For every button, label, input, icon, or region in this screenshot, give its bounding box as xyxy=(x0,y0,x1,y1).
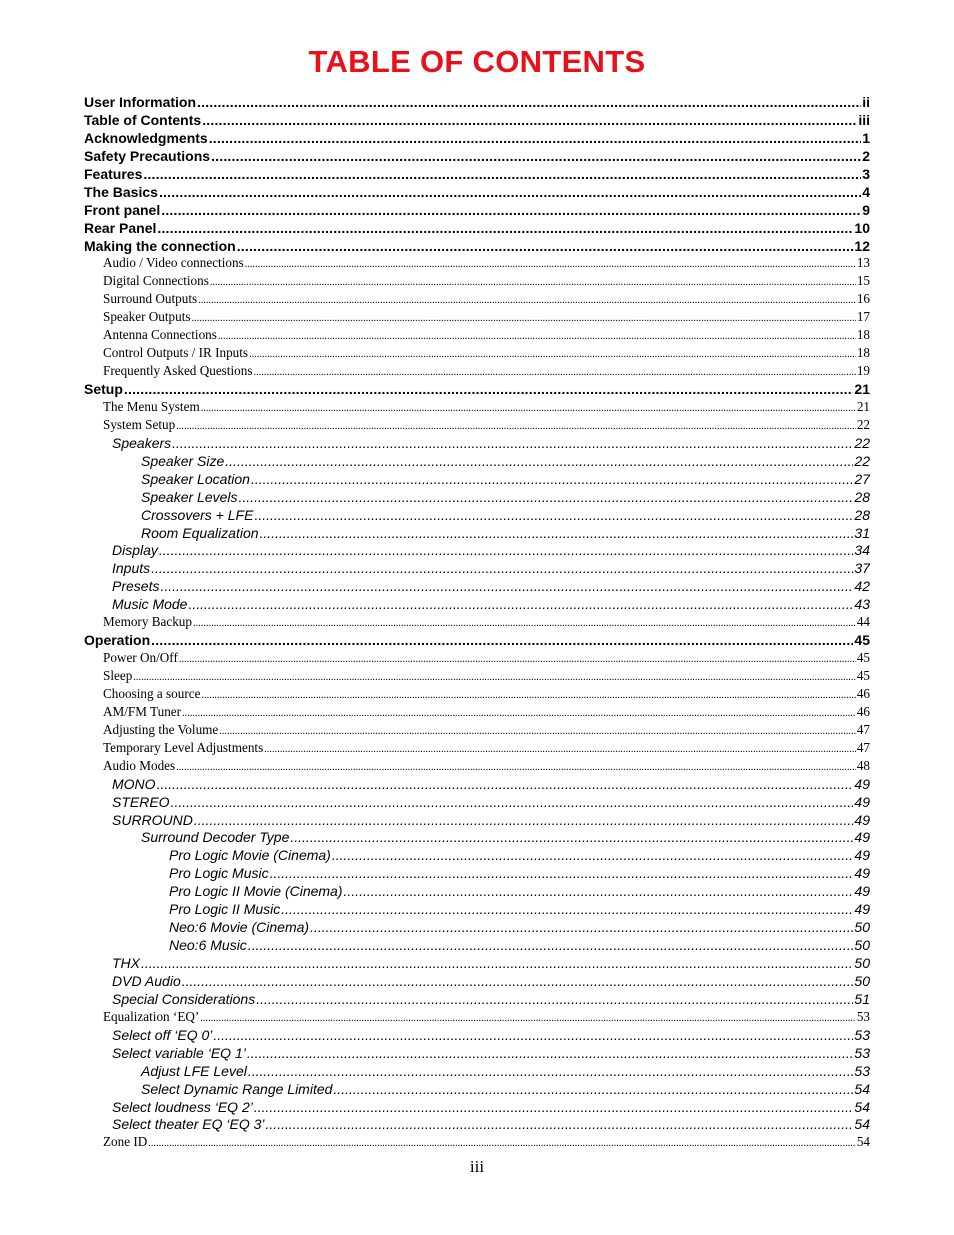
toc-entry[interactable] xyxy=(84,758,870,776)
toc-entry-page: 47 xyxy=(856,721,870,737)
toc-entry-page: 18 xyxy=(856,327,870,343)
toc-entry-page: 54 xyxy=(856,1134,870,1150)
dot-leader xyxy=(182,708,856,719)
toc-entry-page: 12 xyxy=(854,237,870,254)
dot-leader xyxy=(157,220,853,236)
toc-entry-page: 15 xyxy=(856,273,870,289)
dot-leader xyxy=(245,259,856,270)
toc-entry[interactable] xyxy=(84,1027,870,1045)
dot-leader xyxy=(290,829,853,845)
toc-entry[interactable] xyxy=(84,812,870,830)
dot-leader xyxy=(193,618,856,629)
toc-entry-page: 27 xyxy=(854,470,870,487)
toc-entry[interactable] xyxy=(84,991,870,1009)
toc-entry[interactable] xyxy=(84,525,870,543)
dot-leader xyxy=(151,632,853,648)
toc-entry[interactable] xyxy=(84,94,870,112)
toc-entry-label: System Setup xyxy=(103,416,176,432)
toc-entry[interactable] xyxy=(84,686,870,704)
toc-entry[interactable] xyxy=(84,184,870,202)
toc-entry[interactable] xyxy=(84,560,870,578)
toc-entry-label: Audio / Video connections xyxy=(103,255,244,271)
dot-leader xyxy=(264,744,856,755)
toc-entry-page: 21 xyxy=(856,398,870,414)
toc-entry[interactable] xyxy=(84,1063,870,1081)
toc-entry-label: Choosing a source xyxy=(103,685,201,701)
toc-entry[interactable] xyxy=(84,112,870,130)
dot-leader xyxy=(148,1138,856,1149)
toc-entry-page: 22 xyxy=(854,434,870,451)
toc-entry-label: Speaker Outputs xyxy=(103,309,191,325)
toc-entry-label: Equalization ‘EQ’ xyxy=(103,1008,200,1024)
toc-entry-label: SURROUND xyxy=(112,811,193,828)
toc-entry-label: Presets xyxy=(112,578,160,595)
dot-leader xyxy=(251,471,853,487)
toc-entry[interactable] xyxy=(84,1134,870,1152)
toc-entry-label: Room Equalization xyxy=(141,524,259,541)
dot-leader xyxy=(248,1063,854,1079)
toc-entry-label: Zone ID xyxy=(103,1134,148,1150)
dot-leader xyxy=(239,489,854,505)
dot-leader xyxy=(253,367,855,378)
toc-entry-label: DVD Audio xyxy=(112,972,181,989)
dot-leader xyxy=(260,525,854,541)
dot-leader xyxy=(151,560,853,576)
dot-leader xyxy=(172,435,853,451)
toc-entry[interactable] xyxy=(84,901,870,919)
toc-entry-page: 53 xyxy=(854,1044,870,1061)
dot-leader xyxy=(197,94,861,110)
toc-entry-page: 17 xyxy=(856,309,870,325)
toc-entry[interactable] xyxy=(84,614,870,632)
toc-entry[interactable] xyxy=(84,955,870,973)
dot-leader xyxy=(211,148,861,164)
toc-entry-page: 49 xyxy=(854,847,870,864)
toc-entry[interactable] xyxy=(84,1009,870,1027)
toc-entry-label: Rear Panel xyxy=(84,219,157,236)
toc-entry-page: ii xyxy=(862,94,870,110)
toc-entry-page: 45 xyxy=(854,632,870,649)
toc-entry-label: Inputs xyxy=(112,560,151,577)
dot-leader xyxy=(209,130,862,146)
toc-entry[interactable] xyxy=(84,435,870,453)
toc-entry[interactable] xyxy=(84,632,870,650)
toc-entry-label: The Basics xyxy=(84,183,158,200)
toc-entry-page: 49 xyxy=(854,901,870,918)
toc-entry-page: 42 xyxy=(854,578,870,595)
toc-entry[interactable] xyxy=(84,220,870,238)
toc-entry[interactable] xyxy=(84,255,870,273)
toc-entry-label: Making the connection xyxy=(84,237,236,254)
dot-leader xyxy=(210,277,856,288)
toc-entry[interactable] xyxy=(84,776,870,794)
dot-leader xyxy=(201,690,855,701)
toc-entry[interactable] xyxy=(84,973,870,991)
toc-entry[interactable] xyxy=(84,847,870,865)
dot-leader xyxy=(218,331,856,342)
toc-entry-label: Features xyxy=(84,165,143,182)
toc-entry[interactable] xyxy=(84,883,870,901)
toc-entry-page: 3 xyxy=(862,165,870,182)
dot-leader xyxy=(310,919,853,935)
toc-entry[interactable] xyxy=(84,722,870,740)
toc-entry-page: 53 xyxy=(854,1062,870,1079)
toc-entry-label: STEREO xyxy=(112,793,170,810)
toc-entry-page: 46 xyxy=(856,703,870,719)
toc-entry-label: Frequently Asked Questions xyxy=(103,363,253,379)
dot-leader xyxy=(124,381,854,397)
toc-entry[interactable] xyxy=(84,794,870,812)
toc-entry-label: Speaker Location xyxy=(141,470,250,487)
toc-entry-page: 44 xyxy=(856,614,870,630)
toc-entry-label: Audio Modes xyxy=(103,757,176,773)
toc-entry-label: Select theater EQ ‘EQ 3’ xyxy=(112,1116,265,1133)
dot-leader xyxy=(266,1116,854,1132)
toc-entry-label: Setup xyxy=(84,381,123,397)
toc-entry-page: 48 xyxy=(856,757,870,773)
toc-entry-label: THX xyxy=(112,955,140,971)
toc-entry-page: 4 xyxy=(862,183,870,200)
toc-entry-label: Pro Logic Music xyxy=(169,865,269,882)
toc-entry[interactable] xyxy=(84,1081,870,1099)
toc-entry[interactable] xyxy=(84,1099,870,1117)
toc-entry-label: Pro Logic II Music xyxy=(169,901,281,918)
dot-leader xyxy=(141,955,853,971)
dot-leader xyxy=(192,313,856,324)
toc-entry-page: 19 xyxy=(856,363,870,379)
toc-entry-page: 50 xyxy=(854,919,870,936)
toc-entry[interactable] xyxy=(84,148,870,166)
toc-entry[interactable] xyxy=(84,345,870,363)
dot-leader xyxy=(213,1027,853,1043)
dot-leader xyxy=(254,507,853,523)
toc-entry-label: Select variable ‘EQ 1’ xyxy=(112,1044,246,1061)
toc-entry[interactable] xyxy=(84,273,870,291)
toc-entry-label: Adjusting the Volume xyxy=(103,721,219,737)
toc-entry-label: Pro Logic Movie (Cinema) xyxy=(169,847,331,864)
toc-entry[interactable] xyxy=(84,650,870,668)
toc-entry-label: Memory Backup xyxy=(103,614,192,630)
dot-leader xyxy=(133,672,856,683)
toc-entry[interactable] xyxy=(84,399,870,417)
toc-entry[interactable] xyxy=(84,309,870,327)
toc-entry-page: 21 xyxy=(854,381,870,397)
toc-entry-page: 50 xyxy=(854,972,870,989)
toc-entry[interactable] xyxy=(84,489,870,507)
toc-entry-page: 49 xyxy=(854,865,870,882)
dot-leader xyxy=(201,403,856,414)
toc-entry[interactable] xyxy=(84,507,870,525)
toc-entry[interactable] xyxy=(84,740,870,758)
dot-leader xyxy=(344,883,854,899)
dot-leader xyxy=(219,726,856,737)
toc-entry-label: Speaker Levels xyxy=(141,488,238,505)
dot-leader xyxy=(143,166,861,182)
toc-entry-page: 9 xyxy=(862,201,870,218)
toc-entry-page: 49 xyxy=(854,793,870,810)
toc-entry-page: 53 xyxy=(854,1026,870,1043)
toc-entry-page: 2 xyxy=(862,147,870,164)
dot-leader xyxy=(157,776,854,792)
toc-entry-label: MONO xyxy=(112,775,156,792)
toc-entry-label: Table of Contents xyxy=(84,111,202,128)
toc-entry-page: 13 xyxy=(856,255,870,271)
dot-leader xyxy=(194,812,854,828)
toc-entry-label: Safety Precautions xyxy=(84,147,211,164)
dot-leader xyxy=(200,1013,856,1024)
toc-entry-page: 54 xyxy=(854,1080,870,1097)
toc-entry-page: 37 xyxy=(854,560,870,577)
toc-entry-page: 49 xyxy=(854,829,870,846)
dot-leader xyxy=(171,794,854,810)
toc-entry-page: 10 xyxy=(854,219,870,236)
toc-entry-page: 31 xyxy=(854,524,870,541)
toc-entry-label: Surround Decoder Type xyxy=(141,829,290,846)
dot-leader xyxy=(176,762,856,773)
dot-leader xyxy=(161,202,861,218)
toc-entry-label: Antenna Connections xyxy=(103,327,217,343)
toc-entry-label: Pro Logic II Movie (Cinema) xyxy=(169,883,343,900)
dot-leader xyxy=(225,453,853,469)
toc-entry[interactable] xyxy=(84,381,870,399)
dot-leader xyxy=(188,596,853,612)
toc-entry-page: 46 xyxy=(856,685,870,701)
dot-leader xyxy=(254,1099,854,1115)
toc-entry[interactable] xyxy=(84,919,870,937)
toc-entry-page: 53 xyxy=(856,1008,870,1024)
toc-entry-page: 43 xyxy=(854,596,870,613)
toc-entry[interactable] xyxy=(84,166,870,184)
dot-leader xyxy=(237,238,854,254)
page-title: TABLE OF CONTENTS xyxy=(308,44,646,79)
toc-entry-label: Special Considerations xyxy=(112,990,256,1007)
toc-entry-page: 54 xyxy=(854,1098,870,1115)
toc-entry-page: 34 xyxy=(854,542,870,559)
dot-leader xyxy=(159,184,861,200)
toc-entry-page: 22 xyxy=(856,416,870,432)
toc-entry-page: 1 xyxy=(862,129,870,146)
toc-entry-label: Operation xyxy=(84,632,151,649)
dot-leader xyxy=(202,112,857,128)
toc-entry[interactable] xyxy=(84,363,870,381)
dot-leader xyxy=(160,578,853,594)
dot-leader xyxy=(270,865,854,881)
toc-entry[interactable] xyxy=(84,417,870,435)
dot-leader xyxy=(333,1081,853,1097)
toc-entry-label: Sleep xyxy=(103,668,133,683)
toc-entry-page: 49 xyxy=(854,883,870,900)
dot-leader xyxy=(159,542,854,558)
toc-entry-label: Select loudness ‘EQ 2’ xyxy=(112,1098,253,1115)
toc-entry-label: Acknowledgments xyxy=(84,129,208,146)
toc-entry[interactable] xyxy=(84,327,870,345)
toc-entry-label: AM/FM Tuner xyxy=(103,703,182,719)
dot-leader xyxy=(198,295,856,306)
toc-entry-label: Display xyxy=(112,542,158,559)
toc-entry-label: Speaker Size xyxy=(141,452,225,469)
toc-entry-page: 50 xyxy=(854,937,870,954)
toc-entry-label: Select off ‘EQ 0’ xyxy=(112,1026,213,1043)
toc-entry-page: 49 xyxy=(854,811,870,828)
toc-entry[interactable] xyxy=(84,238,870,256)
toc-entry-label: Front panel xyxy=(84,201,161,218)
dot-leader xyxy=(176,421,856,432)
toc-entry-label: Digital Connections xyxy=(103,273,209,289)
toc-entry[interactable] xyxy=(84,578,870,596)
toc-entry[interactable] xyxy=(84,202,870,220)
dot-leader xyxy=(182,973,854,989)
toc-entry-page: 54 xyxy=(854,1116,870,1133)
toc-entry-page: 47 xyxy=(856,739,870,755)
toc-entry-label: The Menu System xyxy=(103,398,200,414)
toc-entry-page: 28 xyxy=(854,488,870,505)
dot-leader xyxy=(281,901,853,917)
toc-entry[interactable] xyxy=(84,829,870,847)
toc-entry-label: Neo:6 Movie (Cinema) xyxy=(169,919,310,936)
toc-entry[interactable] xyxy=(84,471,870,489)
dot-leader xyxy=(247,1045,854,1061)
toc-entry[interactable] xyxy=(84,130,870,148)
toc-entry-page: 16 xyxy=(856,291,870,307)
toc-entry[interactable] xyxy=(84,453,870,471)
toc-entry[interactable] xyxy=(84,704,870,722)
toc-entry[interactable] xyxy=(84,596,870,614)
toc-entry[interactable] xyxy=(84,542,870,560)
dot-leader xyxy=(179,654,856,665)
toc-entry-label: Adjust LFE Level xyxy=(141,1062,247,1079)
table-of-contents xyxy=(84,94,870,1152)
toc-entry-label: Surround Outputs xyxy=(103,291,198,307)
toc-entry-page: 18 xyxy=(856,345,870,361)
toc-entry-label: Crossovers + LFE xyxy=(141,506,254,523)
toc-entry-page: 22 xyxy=(854,452,870,469)
toc-entry-label: Neo:6 Music xyxy=(169,937,247,954)
toc-entry-label: Temporary Level Adjustments xyxy=(103,739,264,755)
toc-entry-label: Music Mode xyxy=(112,596,188,613)
toc-entry-page: 50 xyxy=(854,955,870,971)
toc-entry-page: 45 xyxy=(856,650,870,666)
dot-leader xyxy=(332,847,854,863)
toc-entry-page: 49 xyxy=(854,775,870,792)
dot-leader xyxy=(249,349,856,360)
toc-entry[interactable] xyxy=(84,1045,870,1063)
toc-entry-page: iii xyxy=(858,111,870,128)
toc-entry-label: Power On/Off xyxy=(103,650,178,666)
toc-entry-label: Select Dynamic Range Limited xyxy=(141,1080,333,1097)
toc-entry[interactable] xyxy=(84,291,870,309)
dot-leader xyxy=(256,991,853,1007)
toc-entry-page: 51 xyxy=(854,990,870,1007)
toc-entry-label: Speakers xyxy=(112,434,172,451)
dot-leader xyxy=(248,937,854,953)
toc-entry-page: 45 xyxy=(856,668,870,683)
toc-entry-label: User Information xyxy=(84,94,197,110)
toc-entry[interactable] xyxy=(84,668,870,686)
toc-entry[interactable] xyxy=(84,865,870,883)
toc-entry[interactable] xyxy=(84,937,870,955)
toc-entry-page: 28 xyxy=(854,506,870,523)
toc-entry-label: Control Outputs / IR Inputs xyxy=(103,345,249,361)
page-number: iii xyxy=(469,1157,485,1176)
toc-entry[interactable] xyxy=(84,1116,870,1134)
